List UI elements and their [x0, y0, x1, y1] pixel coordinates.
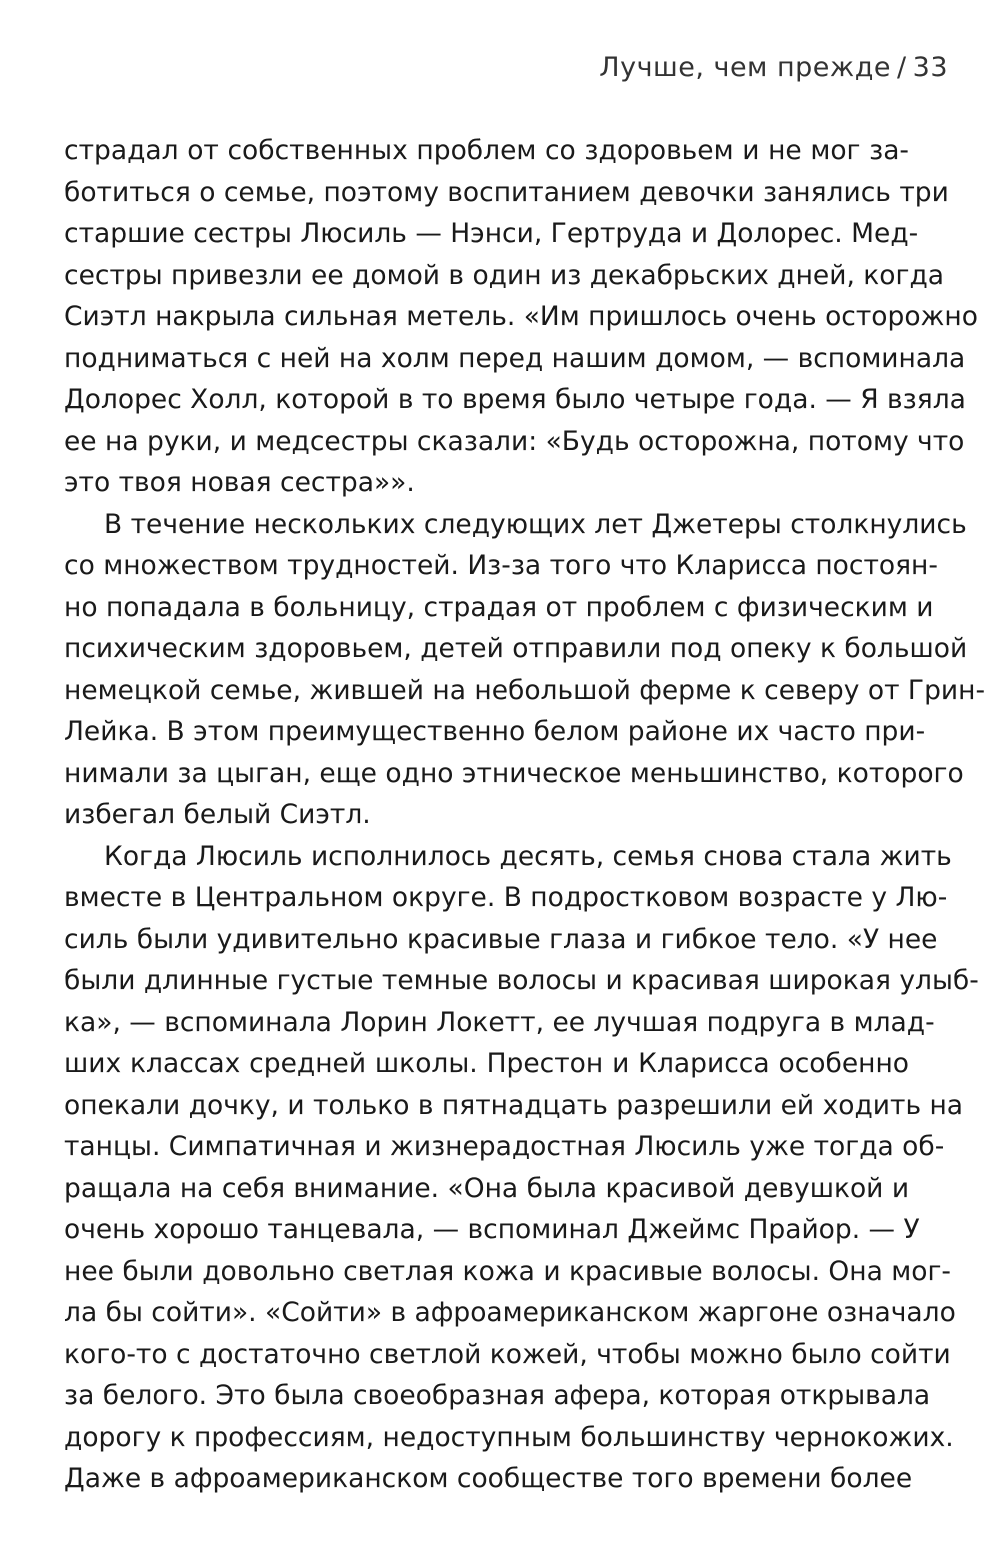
text-line: немецкой семье, жившей на небольшой ферме к северу от Грин- — [64, 674, 986, 706]
running-header — [599, 52, 948, 83]
text-line: Когда Люсиль исполнилось десять, семья снова стала жить — [104, 840, 952, 872]
text-line: нее были довольно светлая кожа и красивые волосы. Она мог- — [64, 1255, 951, 1287]
text-line: подниматься с ней на холм перед нашим домом, — вспоминала — [64, 342, 966, 374]
text-line: психическим здоровьем, детей отправили под опеку к большой — [64, 633, 968, 664]
text-line: Даже в афроамериканском сообществе того времени более — [64, 1463, 913, 1494]
page-number: 33 — [912, 52, 948, 83]
text-line: вместе в Центральном округе. В подростковом возрасте у Лю- — [64, 882, 948, 913]
text-line: старшие сестры Люсиль — Нэнси, Гертруда и Долорес. Мед- — [64, 218, 919, 249]
text-line: это твоя новая сестра»». — [64, 467, 415, 498]
header-separator: / — [897, 52, 907, 83]
text-line: были длинные густые темные волосы и красивая широкая улыб- — [64, 965, 979, 996]
text-line: В течение нескольких следующих лет Джетеры столкнулись — [104, 508, 967, 540]
text-line: ка», — вспоминала Лорин Локетт, ее лучшая подруга в млад- — [64, 1006, 935, 1038]
text-line: но попадала в больницу, страдая от проблем с физическим и — [64, 591, 934, 623]
text-line: ла бы сойти». «Сойти» в афроамериканском жаргоне означало — [64, 1297, 956, 1328]
body-text — [64, 130, 986, 1500]
text-line: за белого. Это была своеобразная афера, которая открывала — [64, 1380, 931, 1411]
text-line: страдал от собственных проблем со здоровьем и не мог за- — [64, 135, 909, 166]
text-line: очень хорошо танцевала, — вспоминал Джеймс Прайор. — У — [64, 1214, 920, 1245]
text-line: силь были удивительно красивые глаза и гибкое тело. «У нее — [64, 923, 938, 955]
text-line: ращала на себя внимание. «Она была красивой девушкой и — [64, 1172, 910, 1204]
text-line: нимали за цыган, еще одно этническое меньшинство, которого — [64, 757, 964, 789]
text-line: Сиэтл накрыла сильная метель. «Им пришлось очень осторожно — [64, 301, 978, 332]
text-line: со множеством трудностей. Из-за того что Кларисса постоян- — [64, 550, 938, 581]
text-line: танцы. Симпатичная и жизнерадостная Люсиль уже тогда об- — [64, 1131, 945, 1162]
text-line: сестры привезли ее домой в один из декабрьских дней, когда — [64, 259, 944, 291]
text-line: избегал белый Сиэтл. — [64, 799, 371, 830]
text-line: Долорес Холл, которой в то время было четыре года. — Я взяла — [64, 384, 966, 415]
text-line: кого-то с достаточно светлой кожей, чтобы можно было сойти — [64, 1338, 951, 1370]
header-book-title: Лучше, чем прежде — [599, 52, 892, 83]
text-line: ботиться о семье, поэтому воспитанием девочки занялись три — [64, 176, 949, 208]
text-line: опекали дочку, и только в пятнадцать разрешили ей ходить на — [64, 1089, 964, 1121]
text-line: Лейка. В этом преимущественно белом районе их часто при- — [64, 716, 926, 747]
text-line: дорогу к профессиям, недоступным большинству чернокожих. — [64, 1421, 954, 1453]
text-line: ее на руки, и медсестры сказали: «Будь осторожна, потому что — [64, 425, 965, 457]
text-line: ших классах средней школы. Престон и Кларисса особенно — [64, 1048, 909, 1079]
